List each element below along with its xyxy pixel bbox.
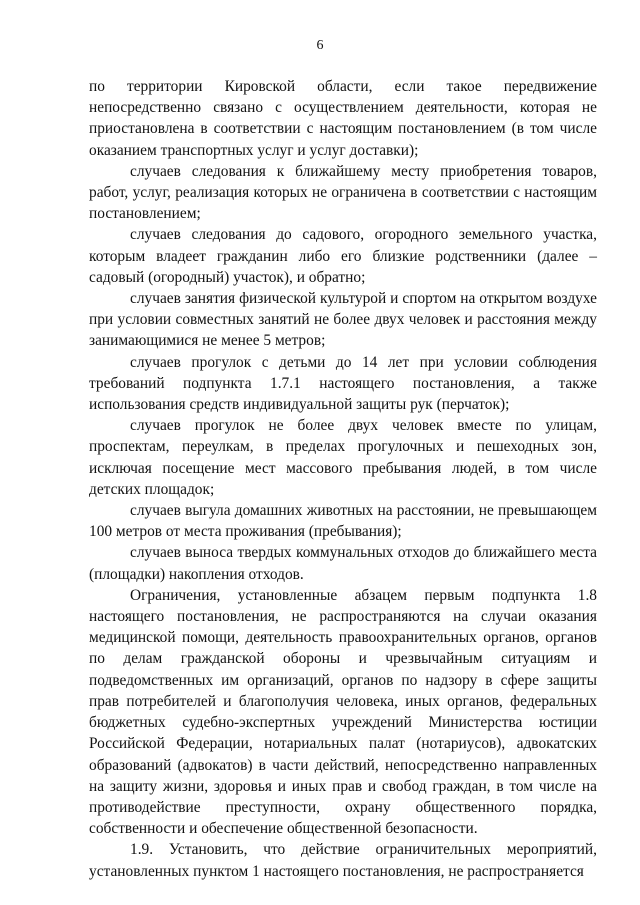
paragraph-section-1-9: 1.9. Установить, что действие ограничительных мероприятий, установленных пунктом 1 настоящего постановления, не распространяется: [89, 841, 597, 880]
paragraph-restrictions-scope: Ограничения, установленные абзацем первым подпункта 1.8 настоящего постановления, не распространяются на случаи оказания медицинской помощи, деятельность правоохранительных органов, органов по делам гражданской обороны и чрезвычайным ситуациям и подведомственных им организаций, органов по надзору в сфере защиты прав потребителей и благополучия человека, иных органов, федеральных бюджетных судебно-экспертных учреждений Министерства юстиции Российской Федерации, нотариальных палат (нотариусов), адвокатских образований (адвокатов) в части действий, непосредственно направленных на защиту жизни, здоровья и иных прав и свобод граждан, в том числе на противодействие преступности, охрану общественного порядка, собственности и обеспечение общественной безопасности.: [89, 586, 597, 838]
paragraph-sport-exception: случаев занятия физической культурой и спортом на открытом воздухе при условии совместных занятий не более двух человек и расстояния между занимающимися не менее 5 метров;: [89, 290, 597, 350]
paragraph-shopping-exception: случаев следования к ближайшему месту приобретения товаров, работ, услуг, реализация которых не ограничена в соответствии с настоящим постановлением;: [89, 162, 597, 223]
document-body: [89, 76, 597, 882]
paragraph-children-walk-exception: случаев прогулок с детьми до 14 лет при условии соблюдения требований подпункта 1.7.1 настоящего постановления, а также использования средств индивидуальной защиты рук (перчаток);: [89, 353, 597, 414]
page-number: 6: [316, 38, 324, 53]
paragraph-continuation: по территории Кировской области, если такое передвижение непосредственно связано с осуществлением деятельности, которая не приостановлена в соответствии с настоящим постановлением (в том числе оказанием транспортных услуг и услуг доставки);: [89, 78, 597, 159]
paragraph-garden-exception: случаев следования до садового, огородного земельного участка, которым владеет гражданин либо его близкие родственники (далее – садовый (огородный) участок), и обратно;: [89, 226, 597, 286]
paragraph-walk-exception: случаев прогулок не более двух человек вместе по улицам, проспектам, переулкам, в пределах прогулочных и пешеходных зон, исключая посещение мест массового пребывания людей, в том числе детских площадок;: [89, 417, 597, 498]
paragraph-waste-exception: случаев выноса твердых коммунальных отходов до ближайшего места (площадки) накопления отходов.: [89, 544, 597, 583]
paragraph-pet-walk-exception: случаев выгула домашних животных на расстоянии, не превышающем 100 метров от места проживания (пребывания);: [89, 502, 597, 541]
